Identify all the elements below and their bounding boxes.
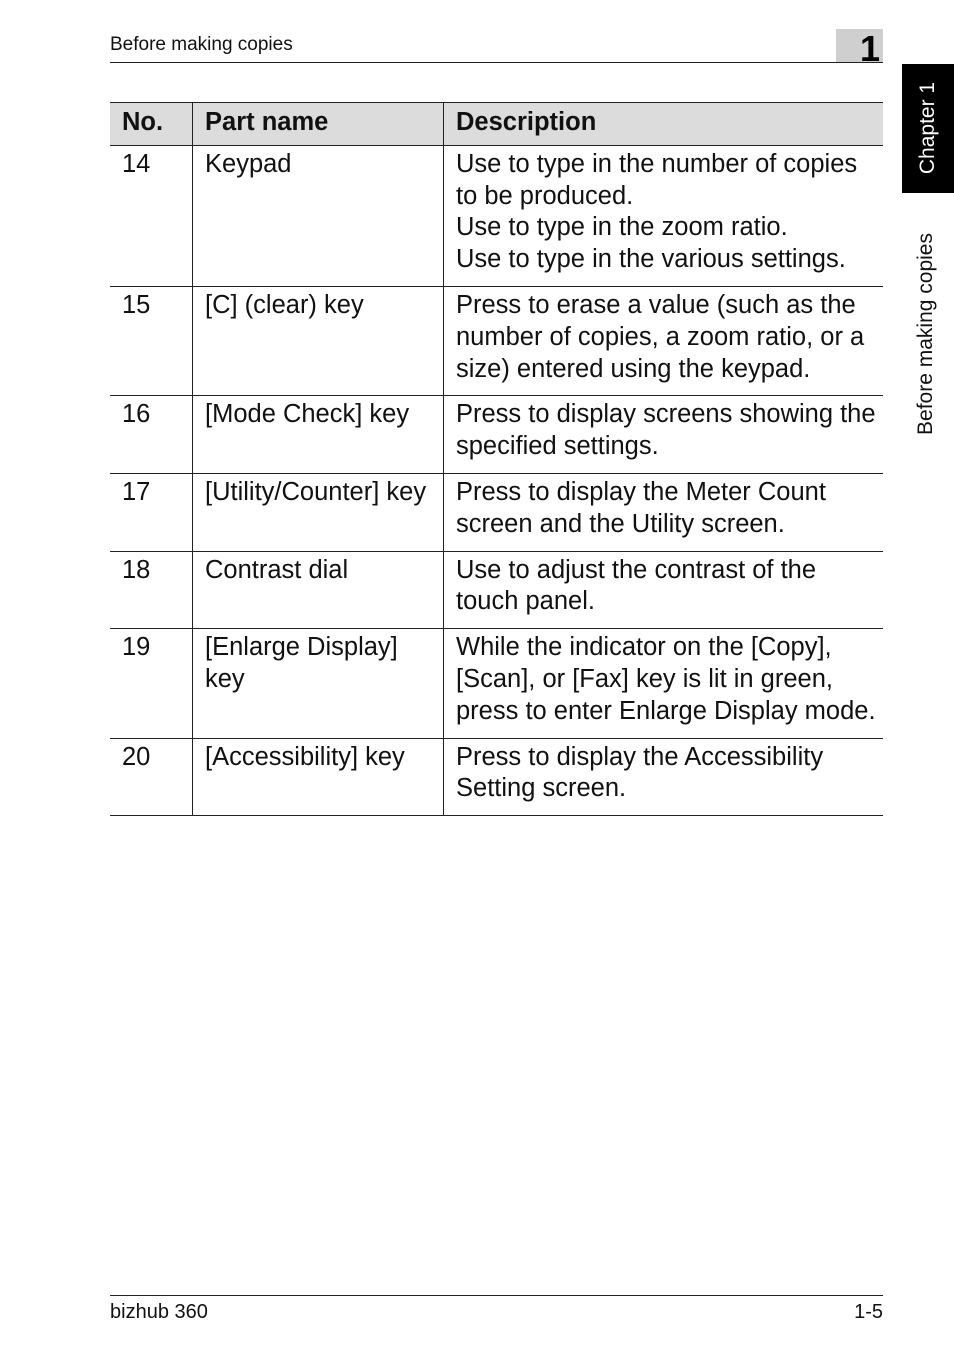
table-row (110, 738, 883, 816)
header-rule (110, 62, 883, 63)
cell-no: 20 (110, 738, 193, 816)
running-header: Before making copies (110, 34, 293, 55)
table-row (110, 145, 883, 286)
cell-description (444, 396, 884, 474)
description-line: Use to adjust the contrast of the touch panel. (456, 555, 817, 616)
cell-description (444, 738, 884, 816)
description-line: Press to erase a value (such as the number of copies, a zoom ratio, or a size) entered using the keypad. (456, 290, 865, 383)
description-line: Press to display screens showing the specified settings. (456, 400, 876, 461)
cell-part-name: [Accessibility] key (193, 738, 444, 816)
side-section-label: Before making copies (914, 233, 937, 435)
chapter-number-box (836, 28, 883, 69)
table-row (110, 473, 883, 551)
footer-product-name: bizhub 360 (110, 1301, 208, 1323)
description-line: While the indicator on the [Copy], [Scan], or [Fax] key is lit in green, press to enter Enlarge Display mode. (456, 633, 876, 725)
footer-page-number: 1-5 (854, 1301, 883, 1323)
cell-no: 17 (110, 473, 193, 551)
table-header-row (110, 103, 883, 146)
description-line: Use to type in the zoom ratio. (456, 213, 788, 242)
cell-no: 14 (110, 145, 193, 286)
cell-no: 18 (110, 551, 193, 629)
cell-description (444, 551, 884, 629)
column-header-no: No. (110, 103, 193, 146)
description-line: Press to display the Accessibility Setting screen. (456, 742, 824, 803)
cell-part-name: [Utility/Counter] key (193, 473, 444, 551)
cell-description (444, 145, 884, 286)
table-row (110, 629, 883, 738)
table-row (110, 286, 883, 395)
column-header-description: Description (444, 103, 884, 146)
cell-part-name: Keypad (193, 145, 444, 286)
column-header-part-name: Part name (193, 103, 444, 146)
cell-part-name: Contrast dial (193, 551, 444, 629)
chapter-side-tab (902, 64, 954, 193)
table-row (110, 551, 883, 629)
chapter-number: 1 (859, 28, 880, 69)
table-row (110, 396, 883, 474)
cell-part-name: [Mode Check] key (193, 396, 444, 474)
cell-description (444, 629, 884, 738)
cell-no: 15 (110, 286, 193, 395)
cell-no: 16 (110, 396, 193, 474)
cell-no: 19 (110, 629, 193, 738)
description-line: Press to display the Meter Count screen and the Utility screen. (456, 477, 826, 538)
cell-part-name: [Enlarge Display] key (193, 629, 444, 738)
chapter-tab-label: Chapter 1 (916, 81, 939, 175)
footer-rule (110, 1295, 883, 1296)
cell-description (444, 473, 884, 551)
description-line: Use to type in the number of copies to be produced. (456, 149, 858, 210)
cell-description (444, 286, 884, 395)
parts-table (110, 102, 883, 816)
cell-part-name: [C] (clear) key (193, 286, 444, 395)
description-line: Use to type in the various settings. (456, 245, 846, 274)
